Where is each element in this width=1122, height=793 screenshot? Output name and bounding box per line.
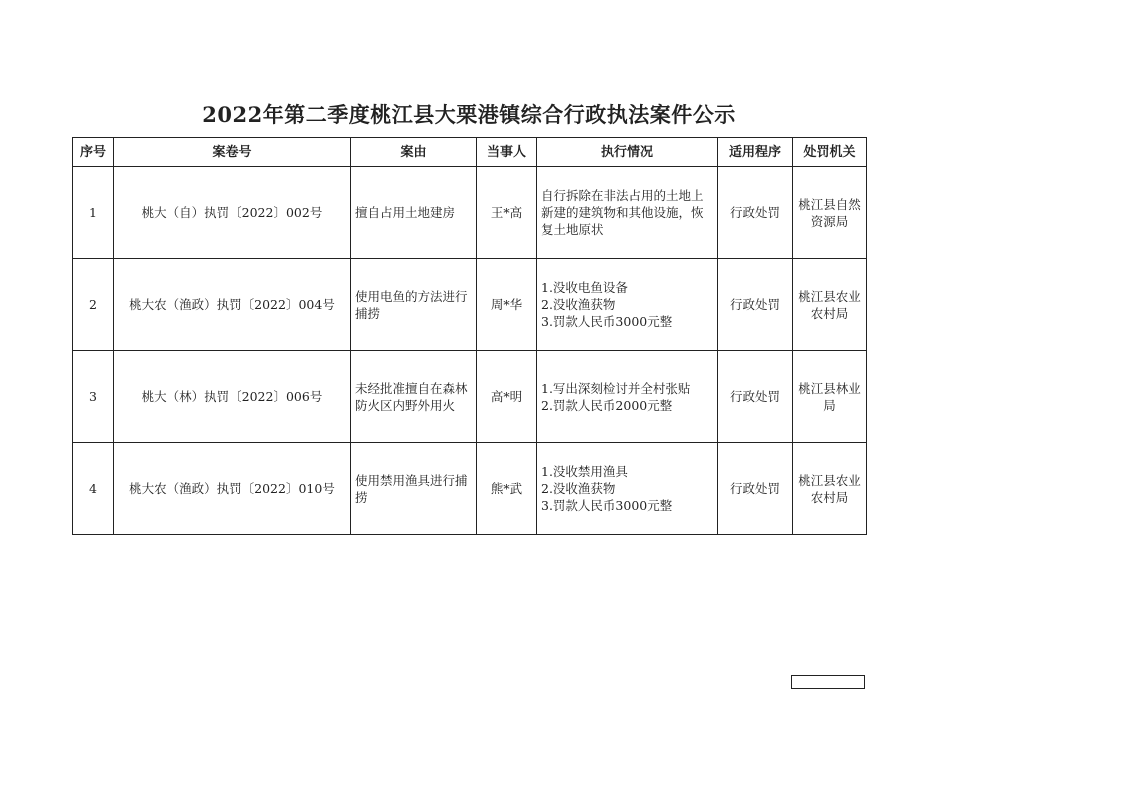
page-title: 2022年第二季度桃江县大栗港镇综合行政执法案件公示 bbox=[202, 102, 736, 127]
cell-case-no: 桃大（自）执罚〔2022〕002号 bbox=[114, 167, 351, 259]
cell-authority: 桃江县自然资源局 bbox=[793, 167, 867, 259]
execution-line: 3.罚款人民币3000元整 bbox=[541, 498, 673, 513]
table-header-row bbox=[73, 138, 867, 167]
execution-line: 2.没收渔获物 bbox=[541, 297, 616, 312]
cell-party: 高*明 bbox=[477, 351, 537, 443]
cell-seq: 3 bbox=[73, 351, 114, 443]
cell-execution bbox=[537, 443, 718, 535]
table-row bbox=[73, 167, 867, 259]
cell-cause: 擅自占用土地建房 bbox=[351, 167, 477, 259]
empty-box bbox=[791, 675, 865, 689]
cell-execution bbox=[537, 167, 718, 259]
column-header-authority: 处罚机关 bbox=[793, 138, 867, 167]
execution-line: 自行拆除在非法占用的土地上新建的建筑物和其他设施，恢复土地原状 bbox=[541, 188, 704, 237]
table-row bbox=[73, 351, 867, 443]
cell-execution bbox=[537, 259, 718, 351]
cell-procedure: 行政处罚 bbox=[718, 259, 793, 351]
cell-procedure: 行政处罚 bbox=[718, 351, 793, 443]
cell-party: 周*华 bbox=[477, 259, 537, 351]
execution-line: 1.没收电鱼设备 bbox=[541, 280, 628, 295]
column-header-procedure: 适用程序 bbox=[718, 138, 793, 167]
cell-case-no: 桃大农（渔政）执罚〔2022〕010号 bbox=[114, 443, 351, 535]
execution-line: 3.罚款人民币3000元整 bbox=[541, 314, 673, 329]
column-header-cause: 案由 bbox=[351, 138, 477, 167]
cell-case-no: 桃大（林）执罚〔2022〕006号 bbox=[114, 351, 351, 443]
cell-case-no: 桃大农（渔政）执罚〔2022〕004号 bbox=[114, 259, 351, 351]
column-header-execution: 执行情况 bbox=[537, 138, 718, 167]
execution-line: 2.罚款人民币2000元整 bbox=[541, 397, 673, 413]
cell-seq: 4 bbox=[73, 443, 114, 535]
cell-authority: 桃江县林业局 bbox=[793, 351, 867, 443]
case-table bbox=[72, 137, 867, 535]
cell-seq: 2 bbox=[73, 259, 114, 351]
column-header-seq: 序号 bbox=[73, 138, 114, 167]
cell-cause: 使用禁用渔具进行捕捞 bbox=[351, 443, 477, 535]
cell-execution bbox=[537, 351, 718, 443]
cell-procedure: 行政处罚 bbox=[718, 167, 793, 259]
cell-cause: 使用电鱼的方法进行捕捞 bbox=[351, 259, 477, 351]
execution-line: 1.没收禁用渔具 bbox=[541, 464, 628, 479]
column-header-case-no: 案卷号 bbox=[114, 138, 351, 167]
cell-authority: 桃江县农业农村局 bbox=[793, 443, 867, 535]
cell-procedure: 行政处罚 bbox=[718, 443, 793, 535]
cell-party: 王*高 bbox=[477, 167, 537, 259]
column-header-party: 当事人 bbox=[477, 138, 537, 167]
cell-seq: 1 bbox=[73, 167, 114, 259]
execution-line: 1.写出深刻检讨并全村张贴 bbox=[541, 380, 691, 396]
table-row bbox=[73, 443, 867, 535]
cell-cause: 未经批准擅自在森林防火区内野外用火 bbox=[351, 351, 477, 443]
execution-line: 2.没收渔获物 bbox=[541, 481, 616, 496]
table-row bbox=[73, 259, 867, 351]
cell-authority: 桃江县农业农村局 bbox=[793, 259, 867, 351]
cell-party: 熊*武 bbox=[477, 443, 537, 535]
